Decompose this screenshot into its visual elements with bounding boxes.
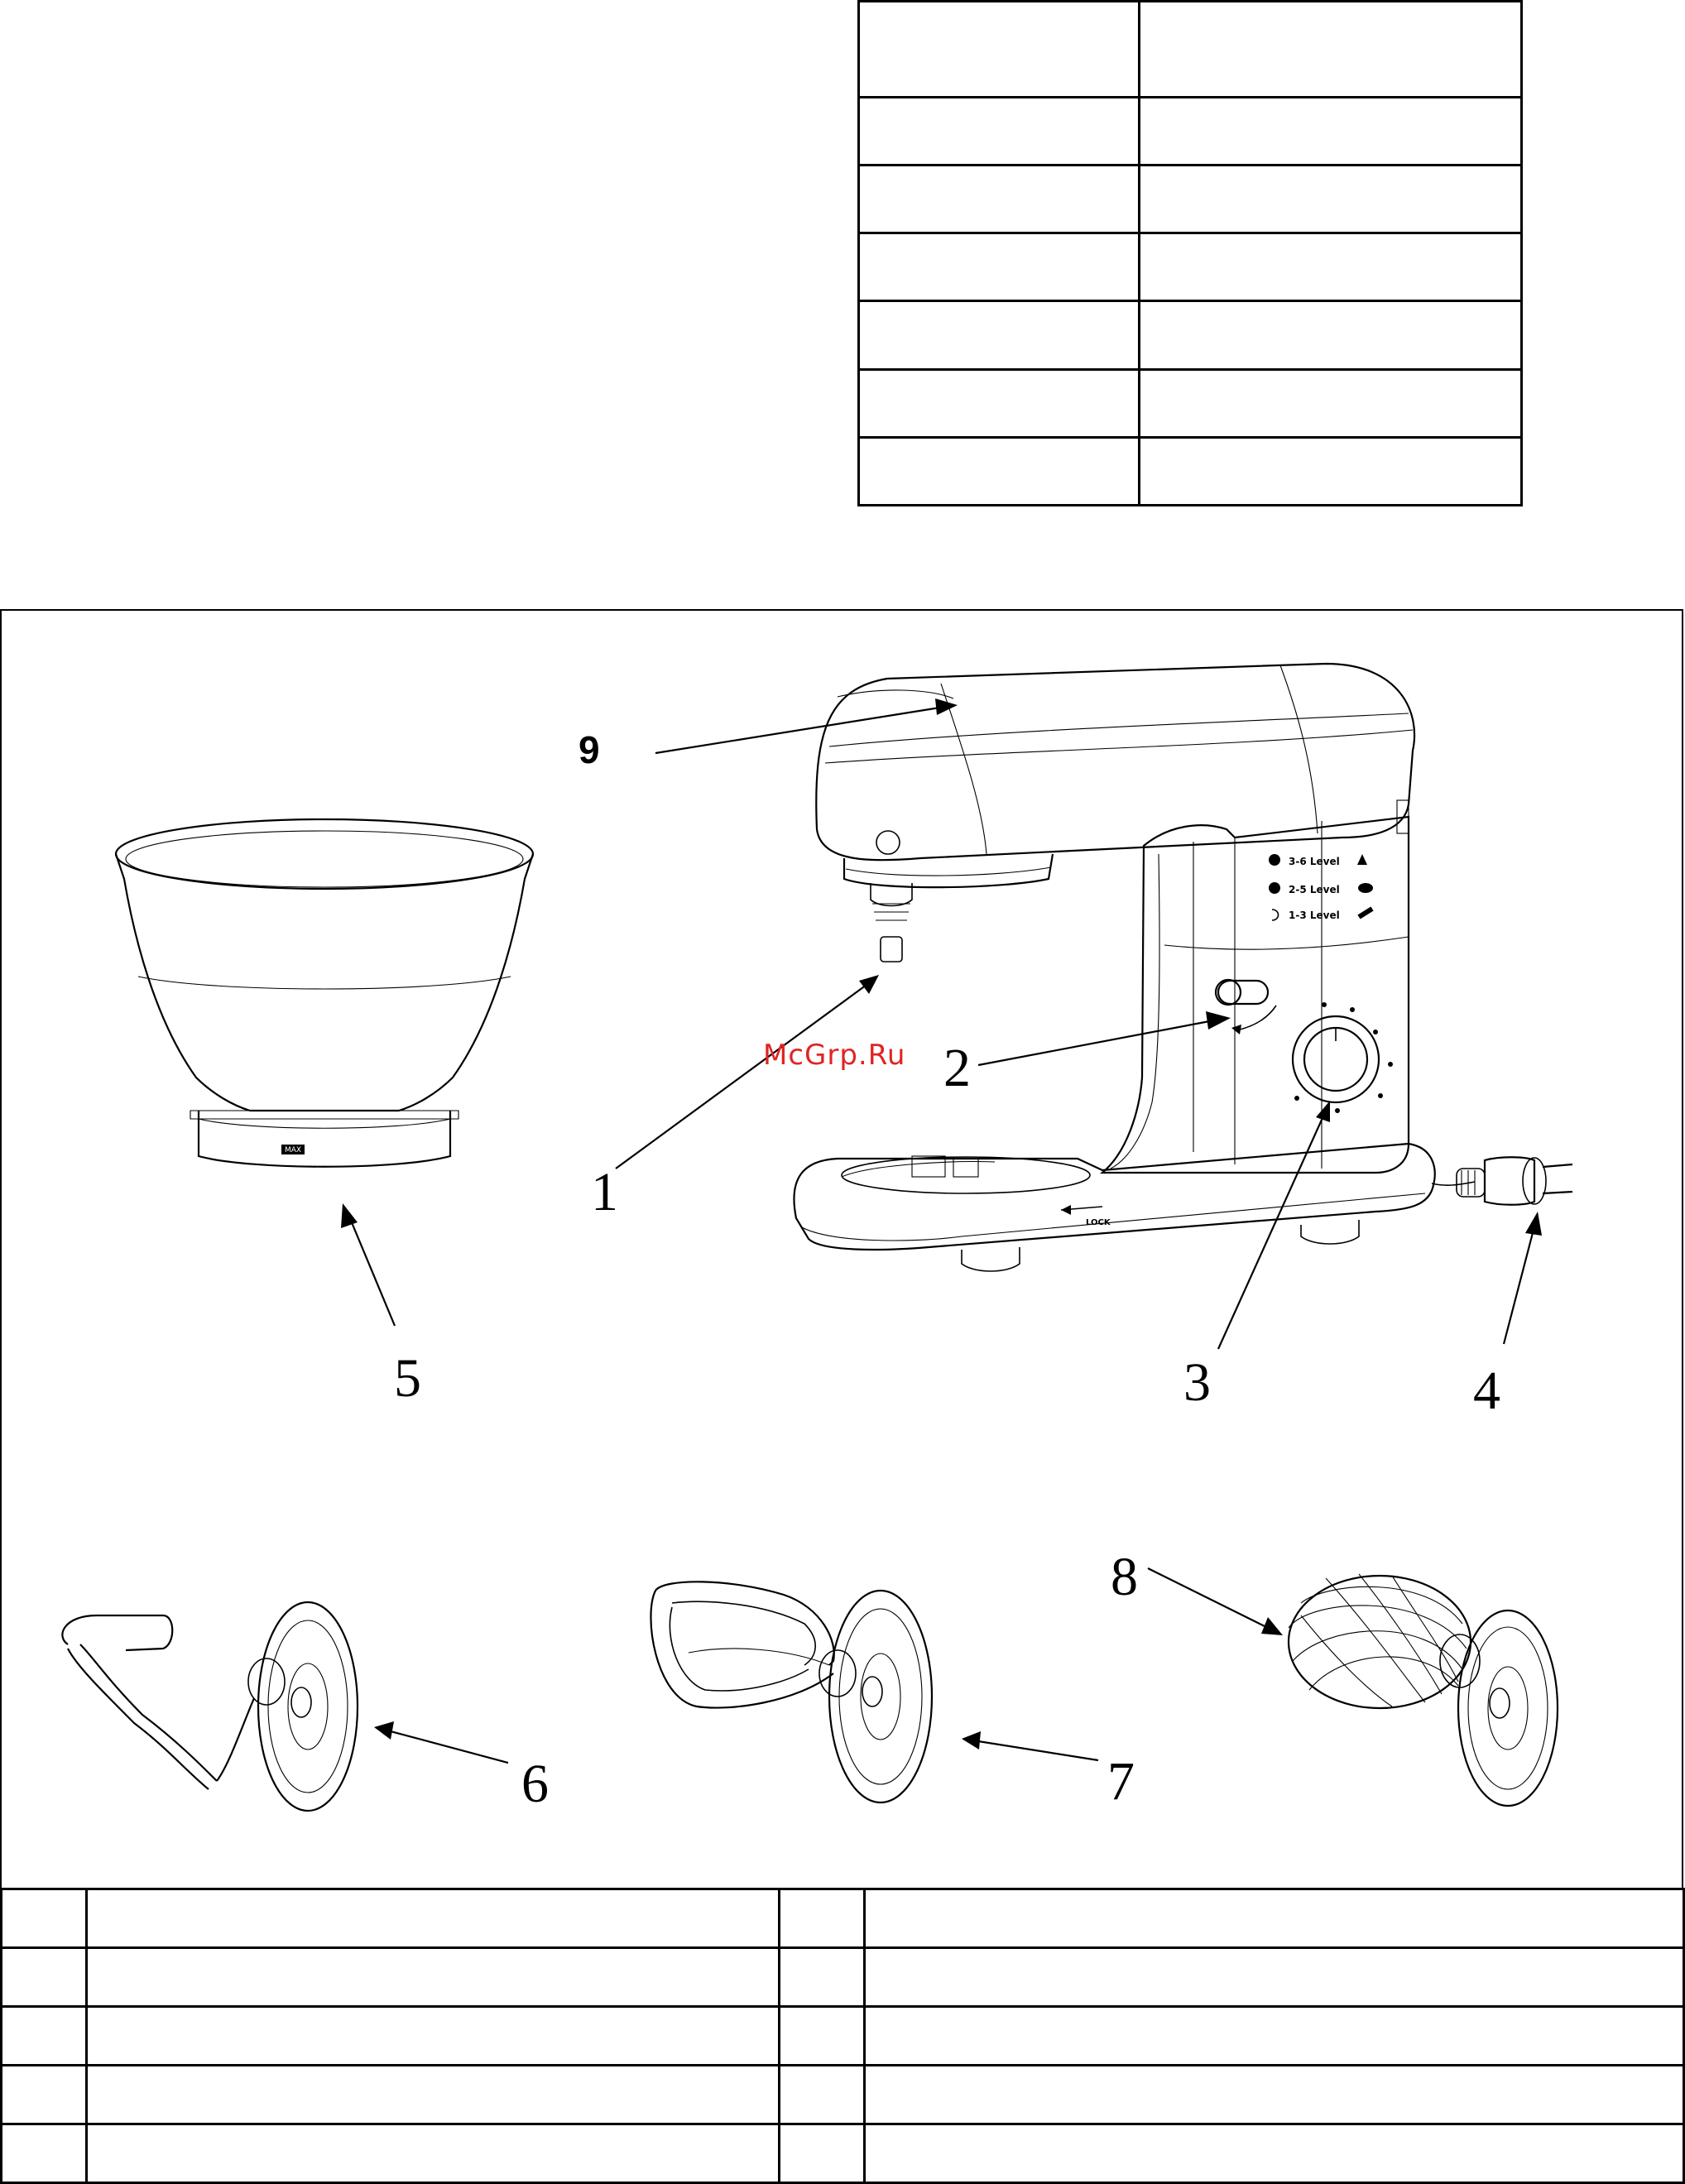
speed-knob [1293, 1002, 1393, 1113]
table-row [2, 2007, 1684, 2066]
table-row [859, 98, 1522, 166]
table-cell [780, 1948, 865, 2007]
speed-level-panel [1269, 854, 1373, 921]
table-row [859, 301, 1522, 369]
table-cell [2, 1889, 87, 1948]
specification-table [857, 0, 1523, 506]
table-row [2, 1948, 1684, 2007]
mixing-bowl [116, 819, 533, 1167]
table-cell [865, 1889, 1684, 1948]
table-row [859, 233, 1522, 301]
table-cell [87, 2124, 780, 2183]
table-cell [859, 369, 1140, 437]
table-cell [1140, 301, 1522, 369]
table-cell [780, 2007, 865, 2066]
table-row [2, 2066, 1684, 2124]
table-cell [1140, 437, 1522, 505]
level-label-1: 3-6 Level [1289, 856, 1340, 867]
table-cell [780, 1889, 865, 1948]
level-label-2: 2-5 Level [1289, 884, 1340, 895]
label-3: 3 [1183, 1352, 1211, 1413]
table-row [859, 437, 1522, 505]
table-cell [865, 2066, 1684, 2124]
parts-table [0, 1888, 1685, 2184]
table-cell [2, 2066, 87, 2124]
table-cell [859, 233, 1140, 301]
table-cell [859, 301, 1140, 369]
product-diagram [0, 609, 1683, 1889]
table-cell [87, 1889, 780, 1948]
table-cell [780, 2066, 865, 2124]
table-row [2, 2124, 1684, 2183]
table-row [859, 369, 1522, 437]
table-cell [865, 2124, 1684, 2183]
table-cell [1140, 166, 1522, 233]
table-cell [859, 2, 1140, 98]
label-4: 4 [1473, 1361, 1500, 1421]
table-cell [859, 98, 1140, 166]
bowl-max-mark: MAX [284, 1146, 302, 1154]
table-cell [87, 1948, 780, 2007]
stand-mixer [794, 664, 1572, 1271]
table-cell [87, 2007, 780, 2066]
table-cell [1140, 233, 1522, 301]
table-cell [87, 2066, 780, 2124]
table-cell [1140, 98, 1522, 166]
label-8: 8 [1111, 1547, 1138, 1607]
table-cell [859, 166, 1140, 233]
flat-beater [650, 1582, 932, 1802]
table-cell [2, 2007, 87, 2066]
table-row [859, 166, 1522, 233]
level-label-3: 1-3 Level [1289, 910, 1340, 921]
table-cell [1140, 369, 1522, 437]
table-cell [865, 2007, 1684, 2066]
base-lock-label: LOCK [1086, 1218, 1111, 1227]
table-cell [865, 1948, 1684, 2007]
table-row [2, 1889, 1684, 1948]
balloon-whisk [1289, 1574, 1558, 1806]
table-cell [780, 2124, 865, 2183]
table-cell [2, 2124, 87, 2183]
table-cell [2, 1948, 87, 2007]
label-1: 1 [591, 1162, 618, 1222]
table-row [859, 2, 1522, 98]
label-2: 2 [943, 1038, 971, 1098]
table-cell [859, 437, 1140, 505]
watermark: McGrp.Ru [763, 1039, 906, 1072]
label-7: 7 [1107, 1751, 1135, 1812]
label-5: 5 [394, 1348, 421, 1409]
table-cell [1140, 2, 1522, 98]
label-9: 9 [578, 728, 600, 771]
label-6: 6 [521, 1754, 549, 1814]
dough-hook [62, 1602, 358, 1811]
